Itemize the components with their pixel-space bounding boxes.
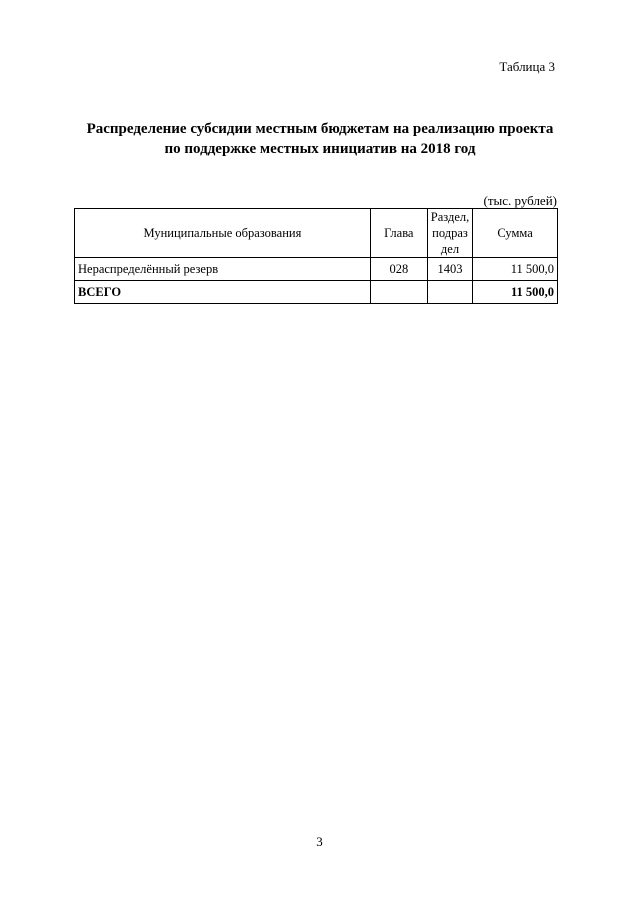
row-chapter: 028 [370, 258, 427, 281]
header-sum: Сумма [473, 209, 558, 258]
document-title [60, 119, 580, 159]
header-section [427, 209, 472, 258]
total-chapter [370, 281, 427, 304]
total-sum: 11 500,0 [473, 281, 558, 304]
table-row [75, 258, 558, 281]
row-section: 1403 [427, 258, 472, 281]
table-header-row [75, 209, 558, 258]
header-municipalities: Муниципальные образования [75, 209, 371, 258]
total-label: ВСЕГО [75, 281, 371, 304]
header-section-line-3: дел [440, 242, 460, 256]
page-number: 3 [316, 834, 323, 849]
title-line-1: Распределение субсидии местным бюджетам на реализацию проекта [86, 121, 554, 137]
header-section-line-1: Раздел, [430, 210, 470, 224]
header-chapter: Глава [370, 209, 427, 258]
header-section-line-2: подраз [432, 226, 468, 240]
units-label: (тыс. рублей) [483, 193, 557, 208]
subsidy-table [74, 208, 558, 304]
row-name: Нераспределённый резерв [75, 258, 371, 281]
title-line-2: по поддержке местных инициатив на 2018 год [164, 141, 476, 157]
row-sum: 11 500,0 [473, 258, 558, 281]
table-label: Таблица 3 [499, 59, 555, 74]
total-row [75, 281, 558, 304]
total-section [427, 281, 472, 304]
